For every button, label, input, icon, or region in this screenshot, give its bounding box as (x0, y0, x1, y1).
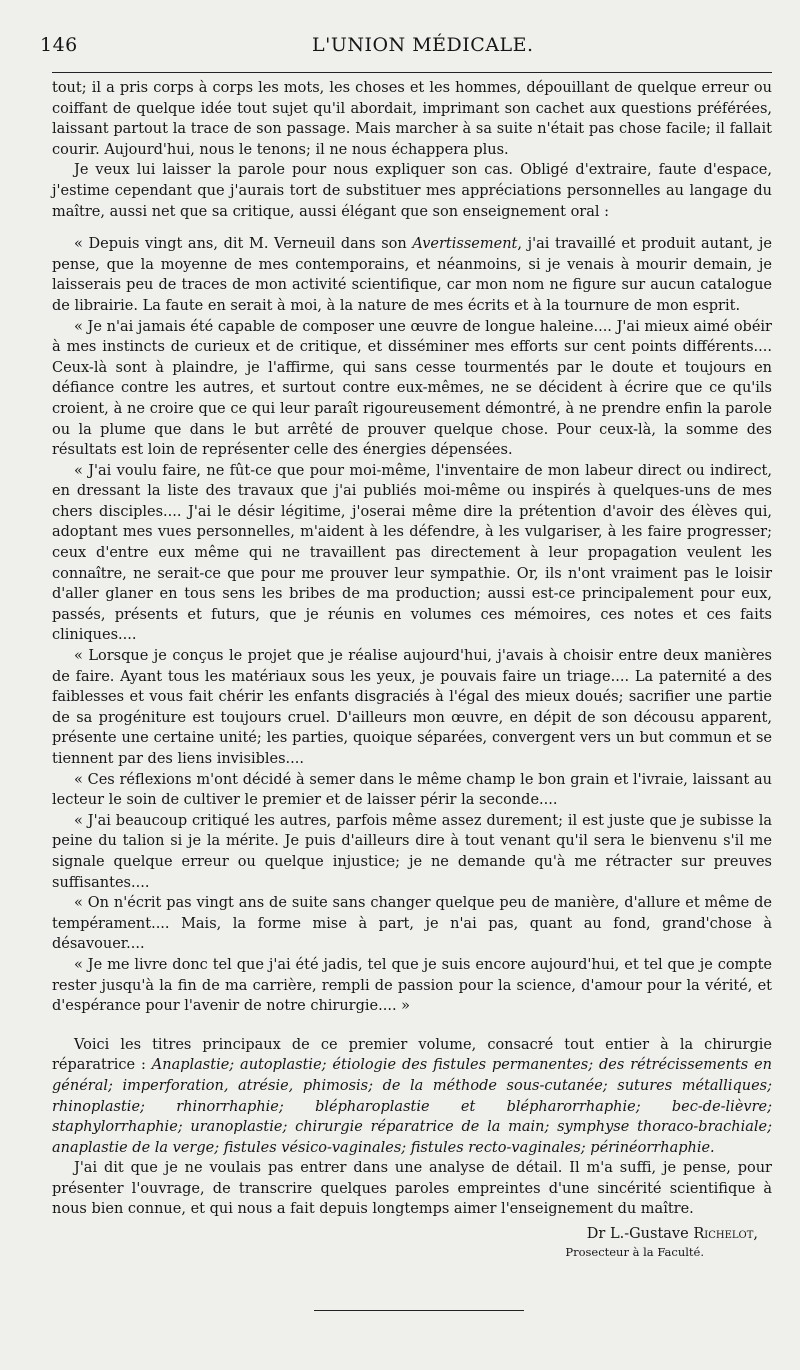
running-title: L'UNION MÉDICALE. (312, 34, 534, 56)
quote-1-part-b: , j'ai travaillé et produit autant, je pense, que la moyenne de mes contemporains, et néanmoins, si je venais à mourir demain, je laisserais peu de traces de mon activité scientifique, car mon nom ne figure sur aucun catalogue de librairie. La faute en serait à moi, à la nature de mes écrits et à la tournure de mon esprit. (52, 236, 772, 314)
signature-surname: Richelot, (693, 1226, 758, 1243)
quote-1-part-a: « Depuis vingt ans, dit M. Verneuil dans son (74, 236, 413, 253)
quote-paragraph-7: « On n'écrit pas vingt ans de suite sans changer quelque peu de manière, d'allure et même de tempérament.... Mais, la forme mise à part, je n'ai pas, quant au fond, grand'chose à désavouer.... (52, 895, 772, 953)
page-number: 146 (40, 34, 78, 56)
signature-block (52, 1224, 772, 1260)
avertissement-title: Avertissement (412, 236, 518, 253)
quote-paragraph-5: « Ces réflexions m'ont décidé à semer dans le même champ le bon grain et l'ivraie, laissant au lecteur le soin de cultiver le premier et de laisser périr la seconde.... (52, 771, 772, 809)
signature (52, 1224, 758, 1244)
header-rule (52, 72, 772, 73)
document-page (40, 30, 773, 1260)
titles-paragraph (52, 1035, 772, 1159)
quote-paragraph-4: « Lorsque je conçus le projet que je réalise aujourd'hui, j'avais à choisir entre deux manières de faire. Ayant tous les matériaux sous les yeux, je pouvais faire un triage.... La paternité a des faiblesses et vous fait chérir les enfants disgraciés à l'égal des mieux doués; sacrifier une partie de sa progéniture est toujours cruel. D'ailleurs mon œuvre, en dépit de son décousu apparent, présente une certaine unité; les parties, quoique séparées, convergent vers un but commun et se tiennent par des liens invisibles.... (52, 648, 772, 767)
quote-paragraph-8: « Je me livre donc tel que j'ai été jadis, tel que je suis encore aujourd'hui, et tel que je compte rester jusqu'à la fin de ma carrière, rempli de passion pour la science, d'amour pour la vérité, et d'espérance pour l'avenir de notre chirurgie.... » (52, 956, 772, 1015)
quote-paragraph-2: « Je n'ai jamais été capable de composer une œuvre de longue haleine.... J'ai mieux aimé obéir à mes instincts de curieux et de critique, et disséminer mes efforts sur cent points différents.... Ceux-là sont à plaindre, je l'affirme, qui sans cesse tourmentés par le doute et toujours en défiance contre les autres, et surtout contre eux-mêmes, ne se décident à écrire que ce qu'ils croient, à ne croire que ce qui leur paraît rigoureusement démontré, à ne prendre enfin la parole ou la plume que dans le but arrêté de prouver quelque chose. Pour ceux-là, la somme des résultats est loin de représenter celle des énergies dépensées. (52, 318, 772, 459)
signature-name: Dr L.-Gustave (586, 1226, 694, 1243)
titles-list: Anaplastie; autoplastie; étiologie des fistules permanentes; des rétrécissements en général; imperforation, atrésie, phimosis; de la méthode sous-cutanée; sutures métalliques; rhinoplastie; rhinorrhaphie; blépharoplastie et blépharorrhaphie; bec-de-lièvre; staphylorrhaphie; uranoplastie; chirurgie réparatrice de la main; symphyse thoraco-brachiale; anaplastie de la verge; fistules vésico-vaginales; fistules recto-vaginales; périnéorrhaphie. (52, 1057, 773, 1156)
quote-paragraph-3: « J'ai voulu faire, ne fût-ce que pour moi-même, l'inventaire de mon labeur direct ou indirect, en dressant la liste des travaux que j'ai publiés moi-même ou inspirés à quelques-uns de mes chers disciples.... J'ai le désir légitime, j'oserai même dire la prétention d'avoir des élèves qui, adoptant mes vues personnelles, m'aident à les défendre, à les vulgariser, à les faire progresser; ceux d'entre eux même qui ne travaillent pas directement à leur propagation veulent les connaître, ne serait-ce que pour me prouver leur sympathie. Or, ils n'ont vraiment pas le loisir d'aller glaner en tous sens les bribes de ma production; aussi est-ce principalement pour eux, passés, présents et futurs, que je réunis en volumes ces mémoires, ces notes et ces faits cliniques.... (52, 462, 772, 644)
closing-paragraph: J'ai dit que je ne voulais pas entrer dans une analyse de détail. Il m'a suffi, je pense, pour présenter l'ouvrage, de transcrire quelques paroles empreintes d'une sincérité scientifique à nous bien connue, et qui nous a fait depuis longtemps aimer l'enseignement du maître. (52, 1160, 772, 1218)
article-body (52, 78, 772, 1260)
signature-title: Prosecteur à la Faculté. (565, 1245, 704, 1260)
page-header (40, 30, 772, 60)
paragraph-1: tout; il a pris corps à corps les mots, les choses et les hommes, dépouillant de quelque erreur ou coiffant de quelque idée tout sujet qu'il abordait, imprimant son cachet aux questions préférées, laissant partout la trace de son passage. Mais marcher à sa suite n'était pas chose facile; il fallait courir. Aujourd'hui, nous le tenons; il ne nous échappera plus. (52, 80, 772, 158)
titles-intro: Voici les titres principaux de ce premier volume, consacré tout entier à la chirurgie réparatrice : (52, 1036, 772, 1074)
paragraph-2: Je veux lui laisser la parole pour nous expliquer son cas. Obligé d'extraire, faute d'espace, j'estime cependant que j'aurais tort de substituer mes appréciations personnelles au langage du maître, aussi net que sa critique, aussi élégant que son enseignement oral : (52, 162, 772, 220)
quote-paragraph-1 (52, 234, 772, 316)
footer-rule (314, 1310, 524, 1311)
quote-paragraph-6: « J'ai beaucoup critiqué les autres, parfois même assez durement; il est juste que je subisse la peine du talion si je la mérite. Je puis d'ailleurs dire à tout venant qu'il sera le bienvenu s'il me signale quelque erreur ou quelque injustice; je ne demande qu'à me rétracter sur preuves suffisantes.... (52, 812, 772, 891)
